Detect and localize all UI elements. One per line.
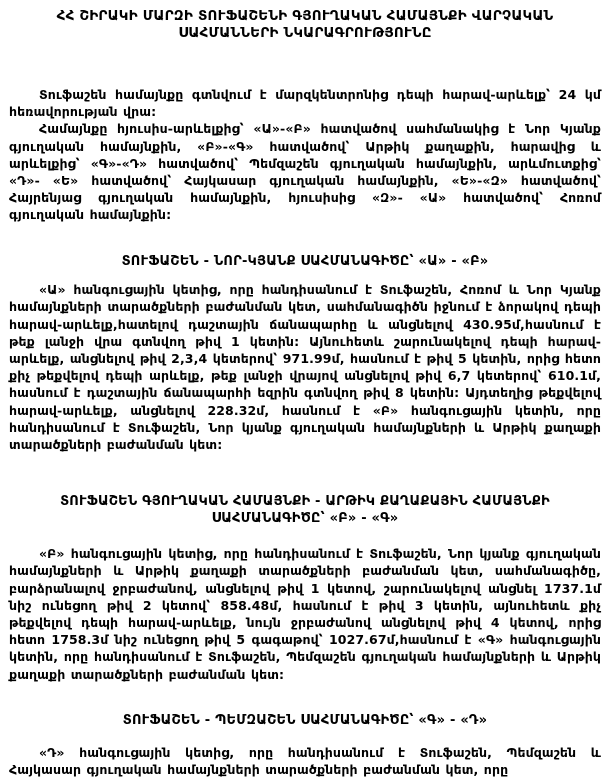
section-body-tufashen-nor-kyank: «Ա» հանգուցային կետից, որը հանդիսանում է Տուֆաշեն, Հոռոմ և Նոր Կյանք համայնքների տարածքների բաժանման կետ, սահմանագիծն իջնում է ձորակով դեպի հարավ-արևելք,հատելով դաշտային ճանապարհը և անցնելով 430.95մ,հասնում է թեք լանջի վրա գտնվող թիվ 1 կետին: Այնուհետև շարունակելով դեպի հարավ-արևելք, անցնելով թիվ 2,3,4 կետերով՝ 971.99մ, հասնում է թիվ 5 կետին, որից հետո քիչ թեքվելով դեպի արևելք, թեք լանջի վրայով անցնելով թիվ 6,7 կետերով՝ 610.1մ, հասնում է դաշտային ճանապարհի եզրին գտնվող թիվ 8 կետին: Այդտեղից թեքվելով հարավ-արևելք, անցնելով 228.32մ, հասնում է «Բ» հանգուցային կետին, որը հանդիսանում է Տուֆաշեն, Նոր կյանք գյուղական համայնքների և Արթիկ քաղաքի տարածքների բաժանման կետ: [9,282,601,452]
document-title: ՀՀ ՇԻՐԱԿԻ ՄԱՐԶԻ ՏՈՒՖԱՇԵՆԻ ԳՅՈՒՂԱԿԱՆ ՀԱՄԱՅՆՔԻ ՎԱՐՉԱԿԱՆ ՍԱՀՄԱՆՆԵՐԻ ՆԿԱՐԱԳՐՈՒԹՅՈՒՆԸ [56,8,554,41]
section-body-tufashen-pemzashen: «Դ» հանգուցային կետից, որը հանդիսանում է Տուֆաշեն, Պեմզաշեն և Հայկասար գյուղական համայնքների տարածքների բաժանման կետ, որը [9,745,601,778]
section-body-tufashen-artik: «Բ» հանգուցային կետից, որը հանդիսանում է Տուֆաշեն, Նոր կյանք գյուղական համայնքների և Արթիկ քաղաքի տարածքների բաժանման կետ, սահմանագիծը, բարձրանալով ջրբաժանով, անցնելով թիվ 1 կետով, շարունակելով անցնել 1737.1մ նիշ ունեցող թիվ 2 կետով՝ 858.48մ, հասնում է թիվ 3 կետին, այնուհետև քիչ թեքվելով դեպի հարավ-արևելք, նույն ջրբաժանով անցնելով թիվ 4 կետով, որից հետո 1758.3մ նիշ ունեցող թիվ 5 գագաթով՝ 1027.67մ,հասնում է «Գ» հանգուցային կետին, որը հանդիսանում է Տուֆաշեն, Պեմզաշեն գյուղական համայնքների և Արթիկ քաղաքի տարածքների բաժանման կետ: [9,546,601,682]
section-heading-tufashen-pemzashen: ՏՈՒՖԱՇԵՆ - ՊԵՄԶԱՇԵՆ ՍԱՀՄԱՆԱԳԻԾԸ՝ «Գ» - «Դ» [122,712,488,728]
intro-paragraph-location: Տուֆաշեն համայնքը գտնվում է մարզկենտրոնից դեպի հարավ-արևելք՝ 24 կմ հեռավորության վրա: [9,87,601,120]
intro-paragraph-neighbors: Համայնքը հյուսիս-արևելքից՝ «Ա»-«Բ» հատվածով սահմանակից է Նոր Կյանք գյուղական համայնքին, «Բ»-«Գ» հատվածով՝ Արթիկ քաղաքին, հարավից և արևելքից՝ «Գ»-«Դ» հատվածով՝ Պեմզաշեն գյուղական համայնքին, արևմուտքից՝ «Դ»- «Ե» հատվածով՝ Հայկասար գյուղական համայնքին, «Ե»-«Զ» հատվածով՝ Հայրենյաց գյուղական համայնքին, հյուսիսից «Զ»- «Ա» հատվածով՝ Հոռոմ գյուղական համայնքին: [9,121,601,223]
section-heading-tufashen-nor-kyank: ՏՈՒՖԱՇԵՆ - ՆՈՐ-ԿՅԱՆՔ ՍԱՀՄԱՆԱԳԻԾԸ՝ «Ա» - «Բ» [121,253,489,269]
section-heading-tufashen-artik: ՏՈՒՖԱՇԵՆ ԳՅՈՒՂԱԿԱՆ ՀԱՄԱՅՆՔԻ - ԱՐԹԻԿ ՔԱՂԱՔԱՅԻՆ ՀԱՄԱՅՆՔԻ ՍԱՀՄԱՆԱԳԻԾԸ՝ «Բ» - «Գ» [60,494,550,526]
